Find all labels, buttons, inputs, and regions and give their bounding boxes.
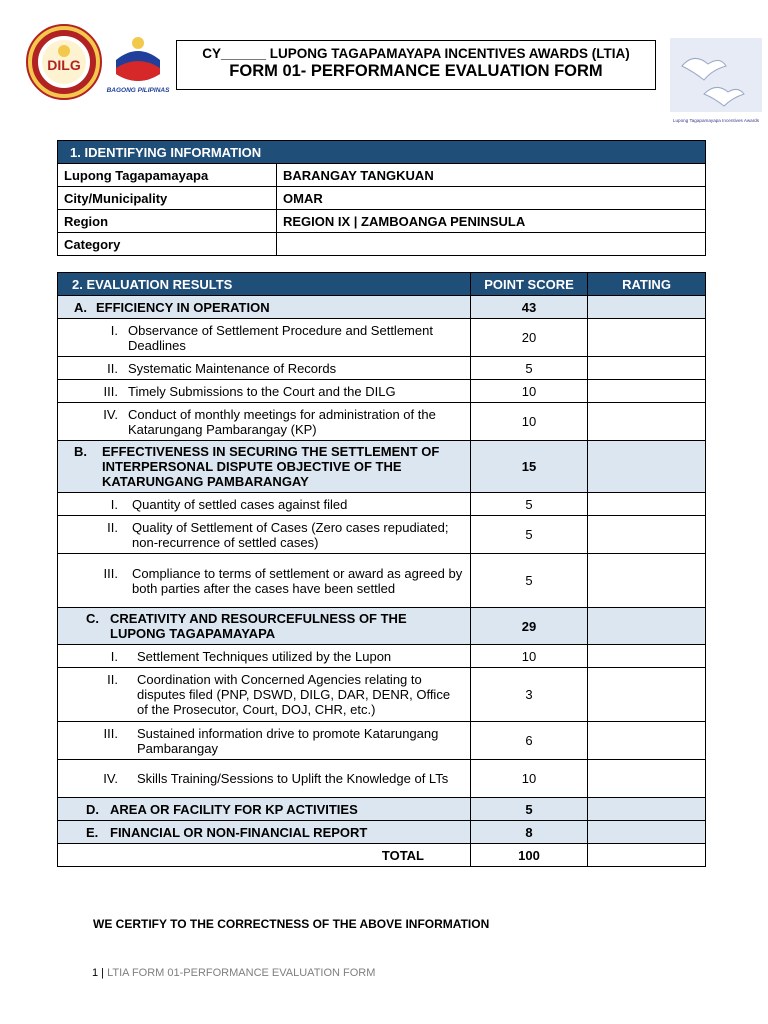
item-a4-rating bbox=[588, 403, 706, 441]
item-c3-num: III. bbox=[103, 725, 118, 741]
section-c-letter: C. bbox=[86, 611, 99, 626]
item-c1-score: 10 bbox=[471, 645, 588, 668]
section-d-title: AREA OR FACILITY FOR KP ACTIVITIES bbox=[110, 801, 358, 817]
section-e-letter: E. bbox=[86, 824, 99, 840]
item-c3-rating bbox=[588, 722, 706, 760]
section-c-rating bbox=[588, 608, 706, 645]
value-city: OMAR bbox=[277, 187, 706, 210]
item-a1-rating bbox=[588, 319, 706, 357]
item-c4 bbox=[58, 760, 471, 798]
item-c1-text: Settlement Techniques utilized by the Lupon bbox=[137, 648, 392, 664]
item-b2-text: Quality of Settlement of Cases (Zero cases repudiated; non-recurrence of settled cases) bbox=[132, 519, 449, 550]
ltia-logo-caption: Lupong Tagapamayapa Incentives Awards bbox=[672, 118, 760, 123]
item-a2 bbox=[58, 357, 471, 380]
item-b1-rating bbox=[588, 493, 706, 516]
section-d-score: 5 bbox=[471, 798, 588, 821]
page-footer bbox=[92, 967, 375, 979]
item-a3 bbox=[58, 380, 471, 403]
item-b2-score: 5 bbox=[471, 516, 588, 554]
item-a2-rating bbox=[588, 357, 706, 380]
item-c3 bbox=[58, 722, 471, 760]
item-a4-score: 10 bbox=[471, 403, 588, 441]
item-a4-text: Conduct of monthly meetings for administration of the Katarungang Pambarangay (KP) bbox=[128, 406, 436, 437]
section-c-row bbox=[58, 608, 471, 645]
identifying-information-table bbox=[57, 140, 706, 256]
item-c4-rating bbox=[588, 760, 706, 798]
item-b3-rating bbox=[588, 554, 706, 608]
item-b1-text: Quantity of settled cases against filed bbox=[132, 496, 348, 512]
item-c3-score: 6 bbox=[471, 722, 588, 760]
item-c2 bbox=[58, 668, 471, 722]
item-c4-text: Skills Training/Sessions to Uplift the Knowledge of LTs bbox=[137, 771, 449, 786]
dilg-seal-logo bbox=[26, 24, 102, 100]
item-b2-rating bbox=[588, 516, 706, 554]
item-a3-rating bbox=[588, 380, 706, 403]
item-c4-score: 10 bbox=[471, 760, 588, 798]
item-a3-num: III. bbox=[103, 383, 118, 399]
section-a-rating bbox=[588, 296, 706, 319]
value-lupong: BARANGAY TANGKUAN bbox=[277, 164, 706, 187]
item-b1-num: I. bbox=[110, 496, 118, 512]
item-a2-score: 5 bbox=[471, 357, 588, 380]
item-a3-text: Timely Submissions to the Court and the DILG bbox=[128, 383, 396, 399]
section-b-letter: B. bbox=[74, 444, 87, 459]
footer-text: LTIA FORM 01-PERFORMANCE EVALUATION FORM bbox=[107, 967, 376, 979]
item-b1-score: 5 bbox=[471, 493, 588, 516]
section-a-letter: A. bbox=[74, 299, 87, 315]
section-b-score: 15 bbox=[471, 441, 588, 493]
section-e-score: 8 bbox=[471, 821, 588, 844]
label-category: Category bbox=[58, 233, 277, 256]
bagong-pilipinas-logo bbox=[104, 30, 172, 94]
form-title-box bbox=[176, 40, 656, 90]
item-b3-score: 5 bbox=[471, 554, 588, 608]
value-category bbox=[277, 233, 706, 256]
item-a3-score: 10 bbox=[471, 380, 588, 403]
item-b3-num: III. bbox=[103, 565, 118, 581]
section-a-row bbox=[58, 296, 471, 319]
item-a1 bbox=[58, 319, 471, 357]
item-b3-text: Compliance to terms of settlement or award as agreed by both parties after the cases have been settled bbox=[132, 565, 463, 596]
item-a4 bbox=[58, 403, 471, 441]
rating-header: RATING bbox=[588, 273, 706, 296]
page-number: 1 | bbox=[92, 967, 105, 979]
section-e-rating bbox=[588, 821, 706, 844]
section-c-title: CREATIVITY AND RESOURCEFULNESS OF THE LUPONG TAGAPAMAYAPA bbox=[110, 611, 407, 641]
label-city: City/Municipality bbox=[58, 187, 277, 210]
item-a1-text: Observance of Settlement Procedure and Settlement Deadlines bbox=[128, 322, 433, 353]
item-c3-text: Sustained information drive to promote Katarungang Pambarangay bbox=[137, 725, 439, 756]
section-e-title: FINANCIAL OR NON-FINANCIAL REPORT bbox=[110, 824, 368, 840]
item-c1-rating bbox=[588, 645, 706, 668]
item-c2-score: 3 bbox=[471, 668, 588, 722]
value-region: REGION IX | ZAMBOANGA PENINSULA bbox=[277, 210, 706, 233]
item-a1-num: I. bbox=[110, 322, 118, 338]
item-a4-num: IV. bbox=[103, 406, 118, 422]
section-b-title: EFFECTIVENESS IN SECURING THE SETTLEMENT OF INTERPERSONAL DISPUTE OBJECTIVE OF THE KATARUNGANG PAMBARANGAY bbox=[102, 444, 440, 489]
item-b1 bbox=[58, 493, 471, 516]
form-cy-title: CY______ LUPONG TAGAPAMAYAPA INCENTIVES AWARDS (LTIA) bbox=[202, 46, 630, 61]
certification-statement: WE CERTIFY TO THE CORRECTNESS OF THE ABOVE INFORMATION bbox=[93, 917, 490, 931]
item-a2-num: II. bbox=[107, 360, 118, 376]
section-b-row bbox=[58, 441, 471, 493]
item-a2-text: Systematic Maintenance of Records bbox=[128, 360, 337, 376]
item-b2 bbox=[58, 516, 471, 554]
item-c4-num: IV. bbox=[103, 771, 118, 786]
section-d-rating bbox=[588, 798, 706, 821]
item-a1-score: 20 bbox=[471, 319, 588, 357]
item-b2-num: II. bbox=[107, 519, 118, 535]
label-lupong: Lupong Tagapamayapa bbox=[58, 164, 277, 187]
total-score: 100 bbox=[471, 844, 588, 867]
label-region: Region bbox=[58, 210, 277, 233]
dilg-logo-text: DILG bbox=[47, 57, 81, 73]
item-c1-num: I. bbox=[110, 648, 118, 664]
section-b-rating bbox=[588, 441, 706, 493]
evaluation-heading: 2. EVALUATION RESULTS bbox=[58, 273, 471, 296]
form-title: FORM 01- PERFORMANCE EVALUATION FORM bbox=[229, 62, 603, 80]
evaluation-results-table bbox=[57, 272, 706, 867]
bp-logo-text: BAGONG PILIPINAS bbox=[106, 87, 170, 94]
item-c1 bbox=[58, 645, 471, 668]
identifying-heading: 1. IDENTIFYING INFORMATION bbox=[58, 141, 706, 164]
section-d-row bbox=[58, 798, 471, 821]
item-b3 bbox=[58, 554, 471, 608]
ltia-dove-logo bbox=[664, 36, 768, 126]
item-c2-num: II. bbox=[107, 672, 118, 687]
item-c2-text: Coordination with Concerned Agencies relating to disputes filed (PNP, DSWD, DILG, DAR, DENR, Office of the Prosecutor, Court, DOJ, CHR, etc.) bbox=[137, 672, 451, 717]
section-a-score: 43 bbox=[471, 296, 588, 319]
section-d-letter: D. bbox=[86, 801, 99, 817]
section-e-row bbox=[58, 821, 471, 844]
section-c-score: 29 bbox=[471, 608, 588, 645]
point-score-header: POINT SCORE bbox=[471, 273, 588, 296]
total-label: TOTAL bbox=[58, 844, 471, 867]
item-c2-rating bbox=[588, 668, 706, 722]
section-a-title: EFFICIENCY IN OPERATION bbox=[96, 299, 270, 315]
total-rating bbox=[588, 844, 706, 867]
